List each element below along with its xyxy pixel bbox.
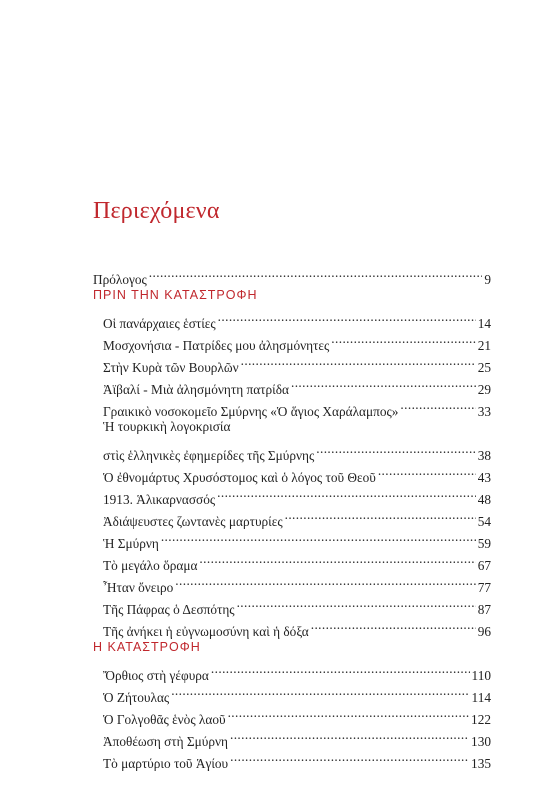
toc-entry-title: Ὁ Ζήτουλας (103, 690, 170, 705)
dot-leader (161, 526, 476, 548)
toc-entry (93, 438, 491, 463)
toc-entry-page: 96 (477, 624, 491, 639)
toc-entry-title: Οἱ πανάρχαιες ἑστίες (103, 316, 216, 331)
dot-leader (316, 438, 475, 460)
toc-entry-title: Ἡ τουρκικὴ λογοκρισία (103, 419, 231, 434)
toc-entry-title: Τῆς Πάφρας ὁ Δεσπότης (103, 602, 235, 617)
toc-entry-title: Ἦταν ὄνειρο (103, 580, 174, 595)
section-heading: ΠΡΙΝ ΤΗΝ ΚΑΤΑΣΤΡΟΦΗ (93, 288, 258, 302)
toc-entry-title: Στὴν Κυρὰ τῶν Βουρλῶν (103, 360, 239, 375)
toc-entry-title: Μοσχονήσια - Πατρίδες μου ἀλησμόνητες (103, 338, 330, 353)
toc-entry-page: 130 (471, 734, 491, 749)
page-title: Περιεχόμενα (93, 198, 220, 224)
dot-leader (149, 262, 483, 284)
dot-leader (228, 702, 469, 724)
table-of-contents (93, 262, 491, 771)
toc-entry-page: 122 (471, 712, 491, 727)
toc-entry-title: Ὁ ἐθνομάρτυς Χρυσόστομος καὶ ὁ λόγος τοῦ Θεοῦ (103, 470, 376, 485)
toc-entry-page: 110 (471, 668, 491, 683)
toc-entry-page: 59 (477, 536, 491, 551)
toc-entry-page: 25 (477, 360, 491, 375)
toc-entry-title: στὶς ἑλληνικὲς ἐφημερίδες τῆς Σμύρνης (103, 448, 315, 463)
toc-entry-title: Τὸ μαρτύριο τοῦ Ἁγίου (103, 756, 229, 771)
toc-entry (93, 658, 491, 683)
toc-entry-title: Ἡ Σμύρνη (103, 536, 159, 551)
dot-leader (230, 746, 469, 768)
toc-entry-title: Γραικικὸ νοσοκομεῖο Σμύρνης «Ὁ ἅγιος Χαράλαμπος» (103, 404, 399, 419)
toc-entry-title: Τὸ μεγάλο ὅραμα (103, 558, 198, 573)
toc-entry (93, 262, 491, 287)
toc-entry (93, 306, 491, 331)
dot-leader (291, 372, 476, 394)
toc-entry-page: 87 (477, 602, 491, 617)
toc-entry-page: 43 (477, 470, 491, 485)
toc-entry-title: Ἀϊβαλί - Μιὰ ἀλησμόνητη πατρίδα (103, 382, 289, 397)
dot-leader (285, 504, 476, 526)
section-heading: Η ΚΑΤΑΣΤΡΟΦΗ (93, 640, 201, 654)
toc-entry-page: 67 (477, 558, 491, 573)
toc-entry-title: Ὁ Γολγοθᾶς ἑνὸς λαοῦ (103, 712, 226, 727)
dot-leader (331, 328, 475, 350)
dot-leader (217, 482, 476, 504)
dot-leader (400, 394, 475, 416)
dot-leader (311, 614, 476, 636)
dot-leader (378, 460, 476, 482)
toc-entry-page: 54 (477, 514, 491, 529)
toc-entry-title: Πρόλογος (93, 272, 147, 287)
toc-entry-page: 77 (477, 580, 491, 595)
toc-entry-page: 135 (471, 756, 491, 771)
dot-leader (175, 570, 475, 592)
toc-entry-title: Ὄρθιος στὴ γέφυρα (103, 668, 209, 683)
toc-entry-page: 9 (484, 272, 491, 287)
toc-entry-title: Ἀδιάψευστες ζωντανὲς μαρτυρίες (103, 514, 283, 529)
dot-leader (218, 306, 476, 328)
dot-leader (230, 724, 469, 746)
dot-leader (199, 548, 475, 570)
toc-entry-title: 1913. Ἁλικαρνασσός (103, 492, 216, 507)
dot-leader (241, 350, 476, 372)
toc-entry-page: 14 (477, 316, 491, 331)
dot-leader (171, 680, 469, 702)
toc-entry-page: 21 (477, 338, 491, 353)
toc-entry-page: 29 (477, 382, 491, 397)
toc-entry-page: 38 (477, 448, 491, 463)
dot-leader (211, 658, 470, 680)
toc-entry-page: 33 (477, 404, 491, 419)
dot-leader (237, 592, 476, 614)
toc-entry-title: Ἀποθέωση στὴ Σμύρνη (103, 734, 228, 749)
toc-entry-title: Τῆς ἀνήκει ἡ εὐγνωμοσύνη καὶ ἡ δόξα (103, 624, 309, 639)
toc-entry-page: 48 (477, 492, 491, 507)
toc-entry-page: 114 (471, 690, 491, 705)
